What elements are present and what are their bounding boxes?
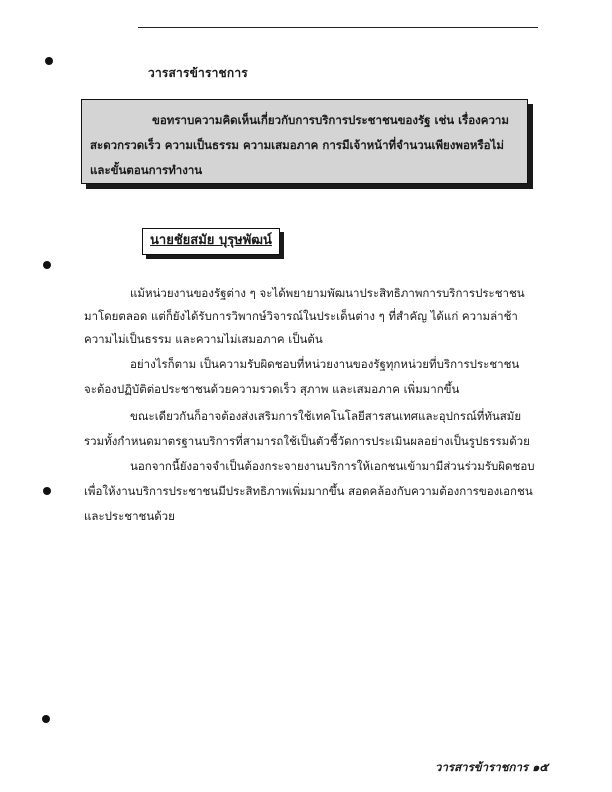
question-line: และขั้นตอนการทำงาน [90, 163, 203, 177]
respondent-name: นายชัยสมัย บุรุษพัฒน์ [142, 228, 280, 255]
body-paragraph-line: ความไม่เป็นธรรม และความไม่เสมอภาค เป็นต้น [84, 332, 323, 346]
body-paragraph-line: จะต้องปฏิบัติต่อประชาชนด้วยความรวดเร็ว สุภาพ และเสมอภาค เพิ่มมากขึ้น [84, 382, 460, 396]
journal-header-title: วารสารข้าราชการ [148, 66, 248, 80]
body-paragraph-line: แม้หน่วยงานของรัฐต่าง ๆ จะได้พยายามพัฒนาประสิทธิภาพการบริการประชาชน [130, 286, 525, 300]
question-box [81, 99, 528, 184]
page-footer: วารสารข้าราชการ ๑๕ [435, 760, 549, 774]
binder-hole-3 [43, 487, 51, 495]
binder-hole-4 [42, 715, 50, 723]
body-paragraph-line: นอกจากนี้ยังอาจจำเป็นต้องกระจายงานบริการให้เอกชนเข้ามามีส่วนร่วมรับผิดชอบ [130, 459, 535, 473]
body-paragraph-line: และประชาชนด้วย [84, 509, 175, 523]
body-paragraph-line: มาโดยตลอด แต่ก็ยังได้รับการวิพากษ์วิจารณ์ในประเด็นต่าง ๆ ที่สำคัญ ได้แก่ ความล่าช้า [84, 309, 518, 323]
top-divider [138, 27, 538, 28]
binder-hole-2 [43, 261, 51, 269]
body-paragraph-line: ขณะเดียวกันก็อาจต้องส่งเสริมการใช้เทคโนโลยีสารสนเทศและอุปกรณ์ที่ทันสมัย [130, 409, 522, 423]
question-line: สะดวกรวดเร็ว ความเป็นธรรม ความเสมอภาค การมีเจ้าหน้าที่จำนวนเพียงพอหรือไม่ [90, 138, 504, 152]
body-paragraph-line: เพื่อให้งานบริการประชาชนมีประสิทธิภาพเพิ่มมากขึ้น สอดคล้องกับความต้องการของเอกชน [84, 484, 533, 498]
binder-hole-1 [45, 57, 53, 65]
body-paragraph-line: อย่างไรก็ตาม เป็นความรับผิดชอบที่หน่วยงานของรัฐทุกหน่วยที่บริการประชาชน [130, 357, 520, 371]
body-paragraph-line: รวมทั้งกำหนดมาตรฐานบริการที่สามารถใช้เป็นตัวชี้วัดการประเมินผลอย่างเป็นรูปธรรมด้วย [84, 434, 530, 448]
question-line: ขอทราบความคิดเห็นเกี่ยวกับการบริการประชาชนของรัฐ เช่น เรื่องความ [152, 113, 509, 127]
